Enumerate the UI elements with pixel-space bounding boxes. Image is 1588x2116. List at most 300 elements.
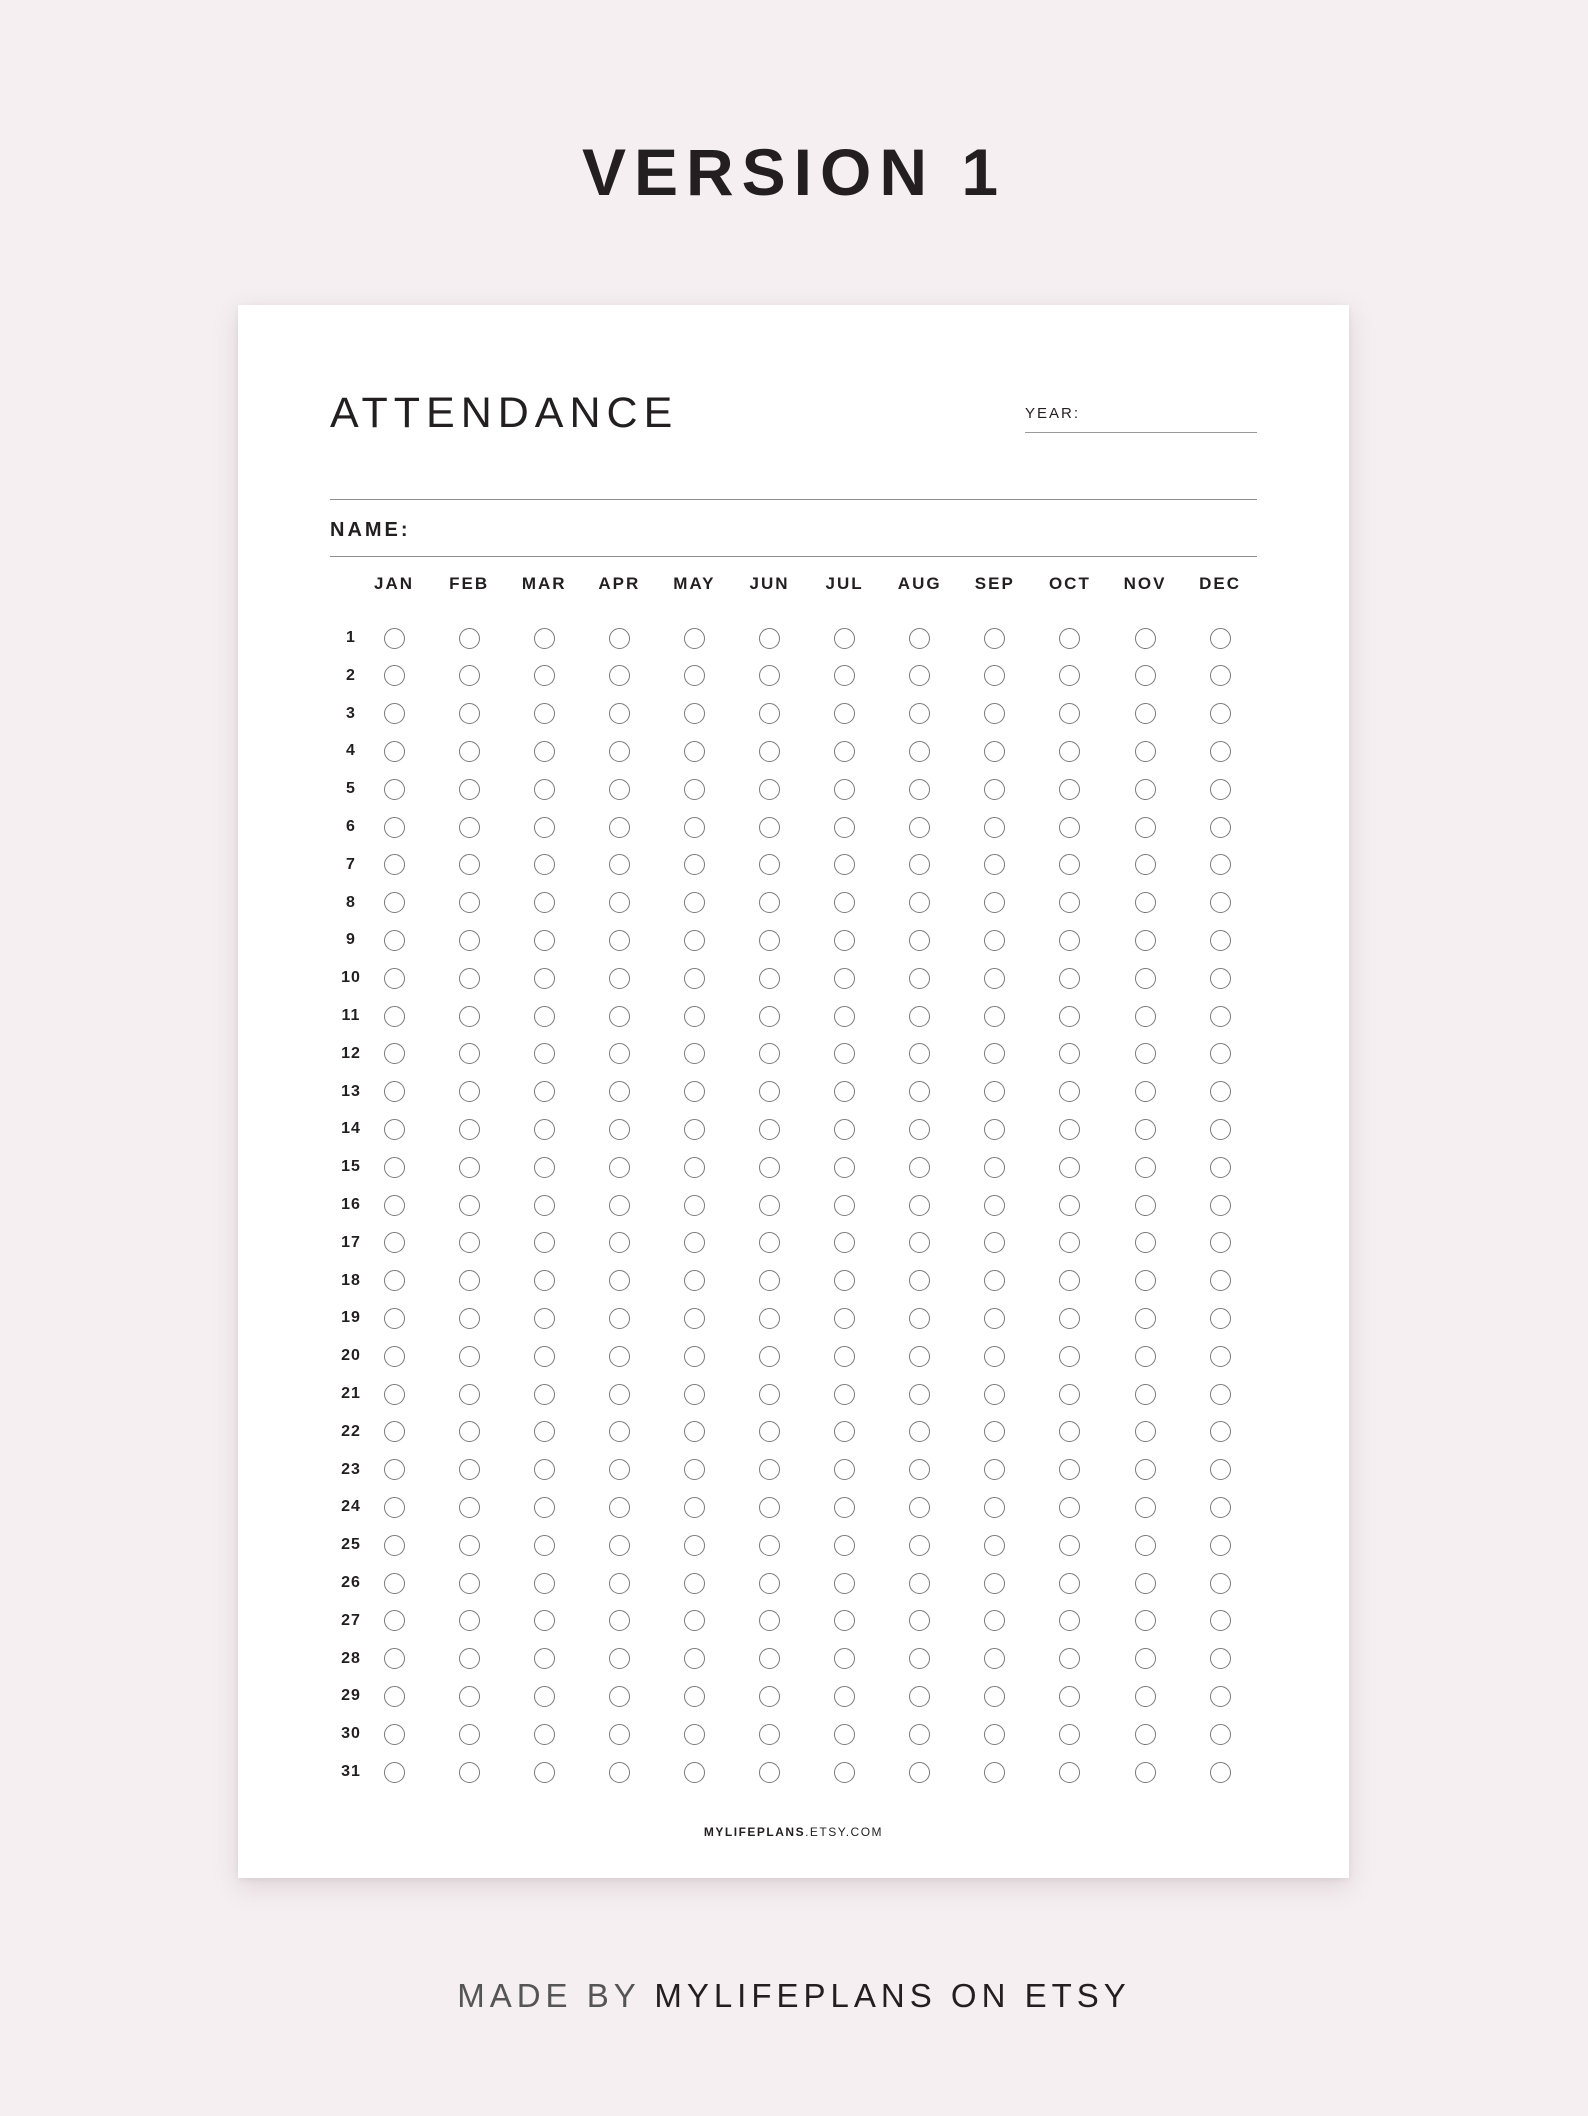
attendance-circle[interactable] bbox=[684, 1119, 705, 1140]
attendance-circle[interactable] bbox=[834, 968, 855, 989]
attendance-circle[interactable] bbox=[684, 1006, 705, 1027]
attendance-circle[interactable] bbox=[384, 1119, 405, 1140]
attendance-circle[interactable] bbox=[984, 1006, 1005, 1027]
attendance-circle[interactable] bbox=[759, 1459, 780, 1480]
attendance-circle[interactable] bbox=[909, 703, 930, 724]
attendance-circle[interactable] bbox=[984, 1384, 1005, 1405]
attendance-circle[interactable] bbox=[609, 930, 630, 951]
attendance-circle[interactable] bbox=[1210, 1535, 1231, 1556]
attendance-circle[interactable] bbox=[834, 1232, 855, 1253]
attendance-circle[interactable] bbox=[384, 817, 405, 838]
attendance-circle[interactable] bbox=[459, 1762, 480, 1783]
attendance-circle[interactable] bbox=[609, 892, 630, 913]
attendance-circle[interactable] bbox=[1059, 930, 1080, 951]
attendance-circle[interactable] bbox=[909, 1535, 930, 1556]
attendance-circle[interactable] bbox=[609, 1006, 630, 1027]
attendance-circle[interactable] bbox=[1210, 1459, 1231, 1480]
attendance-circle[interactable] bbox=[834, 817, 855, 838]
attendance-circle[interactable] bbox=[684, 1648, 705, 1669]
attendance-circle[interactable] bbox=[834, 892, 855, 913]
attendance-circle[interactable] bbox=[909, 1081, 930, 1102]
attendance-circle[interactable] bbox=[384, 1610, 405, 1631]
attendance-circle[interactable] bbox=[909, 1384, 930, 1405]
attendance-circle[interactable] bbox=[759, 1195, 780, 1216]
attendance-circle[interactable] bbox=[909, 1573, 930, 1594]
attendance-circle[interactable] bbox=[684, 1686, 705, 1707]
attendance-circle[interactable] bbox=[759, 1724, 780, 1745]
attendance-circle[interactable] bbox=[834, 1535, 855, 1556]
attendance-circle[interactable] bbox=[459, 1459, 480, 1480]
attendance-circle[interactable] bbox=[609, 703, 630, 724]
attendance-circle[interactable] bbox=[1059, 779, 1080, 800]
attendance-circle[interactable] bbox=[834, 1043, 855, 1064]
attendance-circle[interactable] bbox=[684, 703, 705, 724]
attendance-circle[interactable] bbox=[1135, 1081, 1156, 1102]
attendance-circle[interactable] bbox=[609, 817, 630, 838]
attendance-circle[interactable] bbox=[1135, 1573, 1156, 1594]
attendance-circle[interactable] bbox=[534, 1195, 555, 1216]
attendance-circle[interactable] bbox=[984, 1610, 1005, 1631]
attendance-circle[interactable] bbox=[534, 1270, 555, 1291]
attendance-circle[interactable] bbox=[984, 1459, 1005, 1480]
attendance-circle[interactable] bbox=[1059, 703, 1080, 724]
attendance-circle[interactable] bbox=[759, 1043, 780, 1064]
attendance-circle[interactable] bbox=[534, 1762, 555, 1783]
attendance-circle[interactable] bbox=[984, 1724, 1005, 1745]
attendance-circle[interactable] bbox=[1059, 892, 1080, 913]
attendance-circle[interactable] bbox=[384, 1270, 405, 1291]
attendance-circle[interactable] bbox=[1210, 1043, 1231, 1064]
attendance-circle[interactable] bbox=[534, 1724, 555, 1745]
attendance-circle[interactable] bbox=[909, 1157, 930, 1178]
attendance-circle[interactable] bbox=[459, 1081, 480, 1102]
attendance-circle[interactable] bbox=[984, 1762, 1005, 1783]
attendance-circle[interactable] bbox=[909, 1270, 930, 1291]
attendance-circle[interactable] bbox=[1059, 741, 1080, 762]
attendance-circle[interactable] bbox=[459, 1119, 480, 1140]
attendance-circle[interactable] bbox=[684, 817, 705, 838]
attendance-circle[interactable] bbox=[684, 665, 705, 686]
attendance-circle[interactable] bbox=[459, 817, 480, 838]
attendance-circle[interactable] bbox=[834, 1497, 855, 1518]
attendance-circle[interactable] bbox=[909, 1686, 930, 1707]
attendance-circle[interactable] bbox=[759, 1610, 780, 1631]
attendance-circle[interactable] bbox=[1059, 1686, 1080, 1707]
attendance-circle[interactable] bbox=[384, 1232, 405, 1253]
attendance-circle[interactable] bbox=[759, 1346, 780, 1367]
attendance-circle[interactable] bbox=[534, 741, 555, 762]
attendance-circle[interactable] bbox=[459, 741, 480, 762]
attendance-circle[interactable] bbox=[1210, 1195, 1231, 1216]
attendance-circle[interactable] bbox=[1135, 665, 1156, 686]
attendance-circle[interactable] bbox=[909, 1724, 930, 1745]
attendance-circle[interactable] bbox=[384, 1535, 405, 1556]
attendance-circle[interactable] bbox=[984, 1308, 1005, 1329]
attendance-circle[interactable] bbox=[1135, 854, 1156, 875]
attendance-circle[interactable] bbox=[909, 854, 930, 875]
attendance-circle[interactable] bbox=[909, 817, 930, 838]
attendance-circle[interactable] bbox=[534, 703, 555, 724]
attendance-circle[interactable] bbox=[534, 1119, 555, 1140]
attendance-circle[interactable] bbox=[984, 1232, 1005, 1253]
attendance-circle[interactable] bbox=[384, 1573, 405, 1594]
attendance-circle[interactable] bbox=[1210, 1421, 1231, 1442]
attendance-circle[interactable] bbox=[609, 1081, 630, 1102]
attendance-circle[interactable] bbox=[1210, 892, 1231, 913]
attendance-circle[interactable] bbox=[984, 1119, 1005, 1140]
attendance-circle[interactable] bbox=[834, 1346, 855, 1367]
attendance-circle[interactable] bbox=[384, 1497, 405, 1518]
attendance-circle[interactable] bbox=[459, 1724, 480, 1745]
attendance-circle[interactable] bbox=[609, 1762, 630, 1783]
attendance-circle[interactable] bbox=[1135, 1043, 1156, 1064]
attendance-circle[interactable] bbox=[534, 779, 555, 800]
attendance-circle[interactable] bbox=[1210, 628, 1231, 649]
attendance-circle[interactable] bbox=[459, 1006, 480, 1027]
attendance-circle[interactable] bbox=[1059, 1043, 1080, 1064]
attendance-circle[interactable] bbox=[609, 1459, 630, 1480]
attendance-circle[interactable] bbox=[759, 1648, 780, 1669]
attendance-circle[interactable] bbox=[534, 1081, 555, 1102]
attendance-circle[interactable] bbox=[534, 1384, 555, 1405]
attendance-circle[interactable] bbox=[609, 1232, 630, 1253]
attendance-circle[interactable] bbox=[1135, 1308, 1156, 1329]
attendance-circle[interactable] bbox=[1059, 1535, 1080, 1556]
attendance-circle[interactable] bbox=[534, 628, 555, 649]
attendance-circle[interactable] bbox=[984, 1346, 1005, 1367]
attendance-circle[interactable] bbox=[1135, 1384, 1156, 1405]
attendance-circle[interactable] bbox=[1135, 892, 1156, 913]
attendance-circle[interactable] bbox=[759, 892, 780, 913]
attendance-circle[interactable] bbox=[759, 817, 780, 838]
attendance-circle[interactable] bbox=[459, 1497, 480, 1518]
attendance-circle[interactable] bbox=[1210, 1686, 1231, 1707]
attendance-circle[interactable] bbox=[534, 817, 555, 838]
attendance-circle[interactable] bbox=[1059, 1232, 1080, 1253]
attendance-circle[interactable] bbox=[609, 1497, 630, 1518]
attendance-circle[interactable] bbox=[384, 1686, 405, 1707]
attendance-circle[interactable] bbox=[759, 1497, 780, 1518]
attendance-circle[interactable] bbox=[909, 1421, 930, 1442]
attendance-circle[interactable] bbox=[609, 1384, 630, 1405]
attendance-circle[interactable] bbox=[459, 665, 480, 686]
attendance-circle[interactable] bbox=[384, 892, 405, 913]
attendance-circle[interactable] bbox=[684, 1762, 705, 1783]
attendance-circle[interactable] bbox=[534, 1006, 555, 1027]
attendance-circle[interactable] bbox=[834, 1762, 855, 1783]
attendance-circle[interactable] bbox=[459, 1686, 480, 1707]
attendance-circle[interactable] bbox=[459, 1346, 480, 1367]
attendance-circle[interactable] bbox=[384, 628, 405, 649]
attendance-circle[interactable] bbox=[984, 1648, 1005, 1669]
attendance-circle[interactable] bbox=[834, 1195, 855, 1216]
attendance-circle[interactable] bbox=[834, 779, 855, 800]
attendance-circle[interactable] bbox=[984, 930, 1005, 951]
attendance-circle[interactable] bbox=[609, 1346, 630, 1367]
attendance-circle[interactable] bbox=[834, 1459, 855, 1480]
attendance-circle[interactable] bbox=[1210, 1232, 1231, 1253]
attendance-circle[interactable] bbox=[759, 1421, 780, 1442]
attendance-circle[interactable] bbox=[1210, 665, 1231, 686]
attendance-circle[interactable] bbox=[684, 779, 705, 800]
attendance-circle[interactable] bbox=[909, 1497, 930, 1518]
attendance-circle[interactable] bbox=[834, 665, 855, 686]
attendance-circle[interactable] bbox=[684, 1157, 705, 1178]
attendance-circle[interactable] bbox=[909, 665, 930, 686]
attendance-circle[interactable] bbox=[984, 779, 1005, 800]
attendance-circle[interactable] bbox=[1135, 1686, 1156, 1707]
attendance-circle[interactable] bbox=[534, 1232, 555, 1253]
attendance-circle[interactable] bbox=[534, 892, 555, 913]
attendance-circle[interactable] bbox=[1059, 1006, 1080, 1027]
attendance-circle[interactable] bbox=[684, 1573, 705, 1594]
attendance-circle[interactable] bbox=[534, 1043, 555, 1064]
attendance-circle[interactable] bbox=[684, 1346, 705, 1367]
attendance-circle[interactable] bbox=[384, 779, 405, 800]
attendance-circle[interactable] bbox=[909, 628, 930, 649]
attendance-circle[interactable] bbox=[834, 1270, 855, 1291]
attendance-circle[interactable] bbox=[759, 1006, 780, 1027]
attendance-circle[interactable] bbox=[984, 628, 1005, 649]
attendance-circle[interactable] bbox=[609, 1573, 630, 1594]
attendance-circle[interactable] bbox=[684, 1270, 705, 1291]
attendance-circle[interactable] bbox=[384, 665, 405, 686]
attendance-circle[interactable] bbox=[834, 703, 855, 724]
attendance-circle[interactable] bbox=[1210, 741, 1231, 762]
attendance-circle[interactable] bbox=[384, 854, 405, 875]
attendance-circle[interactable] bbox=[609, 1648, 630, 1669]
attendance-circle[interactable] bbox=[909, 930, 930, 951]
attendance-circle[interactable] bbox=[909, 1195, 930, 1216]
attendance-circle[interactable] bbox=[459, 968, 480, 989]
attendance-circle[interactable] bbox=[1135, 1195, 1156, 1216]
attendance-circle[interactable] bbox=[1059, 1157, 1080, 1178]
attendance-circle[interactable] bbox=[534, 1573, 555, 1594]
attendance-circle[interactable] bbox=[609, 1308, 630, 1329]
attendance-circle[interactable] bbox=[609, 1610, 630, 1631]
attendance-circle[interactable] bbox=[1059, 1346, 1080, 1367]
attendance-circle[interactable] bbox=[459, 1157, 480, 1178]
attendance-circle[interactable] bbox=[759, 1157, 780, 1178]
attendance-circle[interactable] bbox=[1210, 817, 1231, 838]
attendance-circle[interactable] bbox=[1210, 1762, 1231, 1783]
attendance-circle[interactable] bbox=[384, 930, 405, 951]
attendance-circle[interactable] bbox=[984, 892, 1005, 913]
attendance-circle[interactable] bbox=[1059, 1610, 1080, 1631]
attendance-circle[interactable] bbox=[984, 817, 1005, 838]
attendance-circle[interactable] bbox=[909, 1043, 930, 1064]
attendance-circle[interactable] bbox=[609, 779, 630, 800]
attendance-circle[interactable] bbox=[384, 968, 405, 989]
attendance-circle[interactable] bbox=[684, 1384, 705, 1405]
attendance-circle[interactable] bbox=[1135, 1497, 1156, 1518]
attendance-circle[interactable] bbox=[834, 1006, 855, 1027]
attendance-circle[interactable] bbox=[684, 892, 705, 913]
attendance-circle[interactable] bbox=[1210, 1081, 1231, 1102]
attendance-circle[interactable] bbox=[1210, 1119, 1231, 1140]
attendance-circle[interactable] bbox=[1135, 968, 1156, 989]
attendance-circle[interactable] bbox=[1135, 1270, 1156, 1291]
attendance-circle[interactable] bbox=[684, 1308, 705, 1329]
attendance-circle[interactable] bbox=[384, 1006, 405, 1027]
attendance-circle[interactable] bbox=[459, 1270, 480, 1291]
attendance-circle[interactable] bbox=[609, 1119, 630, 1140]
attendance-circle[interactable] bbox=[684, 1459, 705, 1480]
attendance-circle[interactable] bbox=[1210, 1308, 1231, 1329]
attendance-circle[interactable] bbox=[834, 628, 855, 649]
attendance-circle[interactable] bbox=[384, 1081, 405, 1102]
attendance-circle[interactable] bbox=[984, 1081, 1005, 1102]
attendance-circle[interactable] bbox=[609, 1195, 630, 1216]
attendance-circle[interactable] bbox=[609, 854, 630, 875]
attendance-circle[interactable] bbox=[1135, 703, 1156, 724]
attendance-circle[interactable] bbox=[1059, 1308, 1080, 1329]
attendance-circle[interactable] bbox=[759, 1762, 780, 1783]
attendance-circle[interactable] bbox=[834, 1384, 855, 1405]
attendance-circle[interactable] bbox=[534, 1308, 555, 1329]
attendance-circle[interactable] bbox=[759, 1308, 780, 1329]
attendance-circle[interactable] bbox=[684, 1081, 705, 1102]
attendance-circle[interactable] bbox=[1210, 1270, 1231, 1291]
attendance-circle[interactable] bbox=[834, 1081, 855, 1102]
attendance-circle[interactable] bbox=[1059, 1573, 1080, 1594]
attendance-circle[interactable] bbox=[1210, 1384, 1231, 1405]
attendance-circle[interactable] bbox=[1135, 1006, 1156, 1027]
attendance-circle[interactable] bbox=[1210, 930, 1231, 951]
attendance-circle[interactable] bbox=[1210, 1573, 1231, 1594]
attendance-circle[interactable] bbox=[684, 930, 705, 951]
attendance-circle[interactable] bbox=[684, 1232, 705, 1253]
attendance-circle[interactable] bbox=[1135, 779, 1156, 800]
attendance-circle[interactable] bbox=[984, 703, 1005, 724]
attendance-circle[interactable] bbox=[609, 1043, 630, 1064]
attendance-circle[interactable] bbox=[534, 1421, 555, 1442]
attendance-circle[interactable] bbox=[984, 968, 1005, 989]
attendance-circle[interactable] bbox=[459, 1232, 480, 1253]
attendance-circle[interactable] bbox=[909, 968, 930, 989]
attendance-circle[interactable] bbox=[1210, 779, 1231, 800]
attendance-circle[interactable] bbox=[834, 1119, 855, 1140]
attendance-circle[interactable] bbox=[1059, 968, 1080, 989]
attendance-circle[interactable] bbox=[459, 1610, 480, 1631]
attendance-circle[interactable] bbox=[1135, 1232, 1156, 1253]
attendance-circle[interactable] bbox=[609, 741, 630, 762]
attendance-circle[interactable] bbox=[684, 1724, 705, 1745]
attendance-circle[interactable] bbox=[1135, 1724, 1156, 1745]
attendance-circle[interactable] bbox=[1135, 1648, 1156, 1669]
attendance-circle[interactable] bbox=[984, 1157, 1005, 1178]
attendance-circle[interactable] bbox=[534, 1497, 555, 1518]
attendance-circle[interactable] bbox=[1135, 1610, 1156, 1631]
attendance-circle[interactable] bbox=[684, 854, 705, 875]
attendance-circle[interactable] bbox=[984, 1043, 1005, 1064]
attendance-circle[interactable] bbox=[1059, 854, 1080, 875]
attendance-circle[interactable] bbox=[459, 1195, 480, 1216]
attendance-circle[interactable] bbox=[384, 1157, 405, 1178]
attendance-circle[interactable] bbox=[459, 1308, 480, 1329]
attendance-circle[interactable] bbox=[1059, 817, 1080, 838]
attendance-circle[interactable] bbox=[1059, 1195, 1080, 1216]
attendance-circle[interactable] bbox=[459, 1648, 480, 1669]
attendance-circle[interactable] bbox=[459, 1384, 480, 1405]
attendance-circle[interactable] bbox=[909, 1119, 930, 1140]
attendance-circle[interactable] bbox=[534, 1648, 555, 1669]
attendance-circle[interactable] bbox=[834, 1421, 855, 1442]
attendance-circle[interactable] bbox=[759, 854, 780, 875]
attendance-circle[interactable] bbox=[384, 1648, 405, 1669]
attendance-circle[interactable] bbox=[1210, 1157, 1231, 1178]
attendance-circle[interactable] bbox=[1210, 1724, 1231, 1745]
attendance-circle[interactable] bbox=[984, 1270, 1005, 1291]
attendance-circle[interactable] bbox=[834, 1573, 855, 1594]
attendance-circle[interactable] bbox=[534, 854, 555, 875]
attendance-circle[interactable] bbox=[534, 1610, 555, 1631]
attendance-circle[interactable] bbox=[459, 628, 480, 649]
attendance-circle[interactable] bbox=[759, 1384, 780, 1405]
attendance-circle[interactable] bbox=[984, 665, 1005, 686]
attendance-circle[interactable] bbox=[759, 779, 780, 800]
attendance-circle[interactable] bbox=[534, 1157, 555, 1178]
attendance-circle[interactable] bbox=[684, 968, 705, 989]
attendance-circle[interactable] bbox=[609, 1421, 630, 1442]
attendance-circle[interactable] bbox=[759, 1119, 780, 1140]
attendance-circle[interactable] bbox=[984, 1497, 1005, 1518]
attendance-circle[interactable] bbox=[909, 892, 930, 913]
attendance-circle[interactable] bbox=[459, 703, 480, 724]
attendance-circle[interactable] bbox=[834, 1648, 855, 1669]
attendance-circle[interactable] bbox=[384, 703, 405, 724]
attendance-circle[interactable] bbox=[759, 968, 780, 989]
attendance-circle[interactable] bbox=[1059, 1119, 1080, 1140]
attendance-circle[interactable] bbox=[1135, 1535, 1156, 1556]
attendance-circle[interactable] bbox=[1135, 817, 1156, 838]
attendance-circle[interactable] bbox=[909, 779, 930, 800]
attendance-circle[interactable] bbox=[609, 1270, 630, 1291]
attendance-circle[interactable] bbox=[1135, 1421, 1156, 1442]
attendance-circle[interactable] bbox=[384, 1762, 405, 1783]
attendance-circle[interactable] bbox=[534, 968, 555, 989]
attendance-circle[interactable] bbox=[609, 968, 630, 989]
attendance-circle[interactable] bbox=[534, 1535, 555, 1556]
attendance-circle[interactable] bbox=[459, 779, 480, 800]
attendance-circle[interactable] bbox=[759, 628, 780, 649]
attendance-circle[interactable] bbox=[1059, 1270, 1080, 1291]
attendance-circle[interactable] bbox=[1135, 1346, 1156, 1367]
attendance-circle[interactable] bbox=[534, 665, 555, 686]
attendance-circle[interactable] bbox=[384, 1384, 405, 1405]
attendance-circle[interactable] bbox=[1210, 1648, 1231, 1669]
attendance-circle[interactable] bbox=[909, 1346, 930, 1367]
attendance-circle[interactable] bbox=[1135, 628, 1156, 649]
attendance-circle[interactable] bbox=[1059, 1081, 1080, 1102]
attendance-circle[interactable] bbox=[1059, 665, 1080, 686]
attendance-circle[interactable] bbox=[834, 1724, 855, 1745]
attendance-circle[interactable] bbox=[1210, 968, 1231, 989]
attendance-circle[interactable] bbox=[609, 665, 630, 686]
attendance-circle[interactable] bbox=[1210, 1006, 1231, 1027]
attendance-circle[interactable] bbox=[1135, 741, 1156, 762]
attendance-circle[interactable] bbox=[459, 1043, 480, 1064]
attendance-circle[interactable] bbox=[1210, 1610, 1231, 1631]
attendance-circle[interactable] bbox=[759, 1270, 780, 1291]
attendance-circle[interactable] bbox=[909, 1232, 930, 1253]
attendance-circle[interactable] bbox=[834, 741, 855, 762]
attendance-circle[interactable] bbox=[834, 854, 855, 875]
attendance-circle[interactable] bbox=[459, 854, 480, 875]
attendance-circle[interactable] bbox=[684, 1043, 705, 1064]
attendance-circle[interactable] bbox=[1135, 1762, 1156, 1783]
attendance-circle[interactable] bbox=[1210, 1346, 1231, 1367]
